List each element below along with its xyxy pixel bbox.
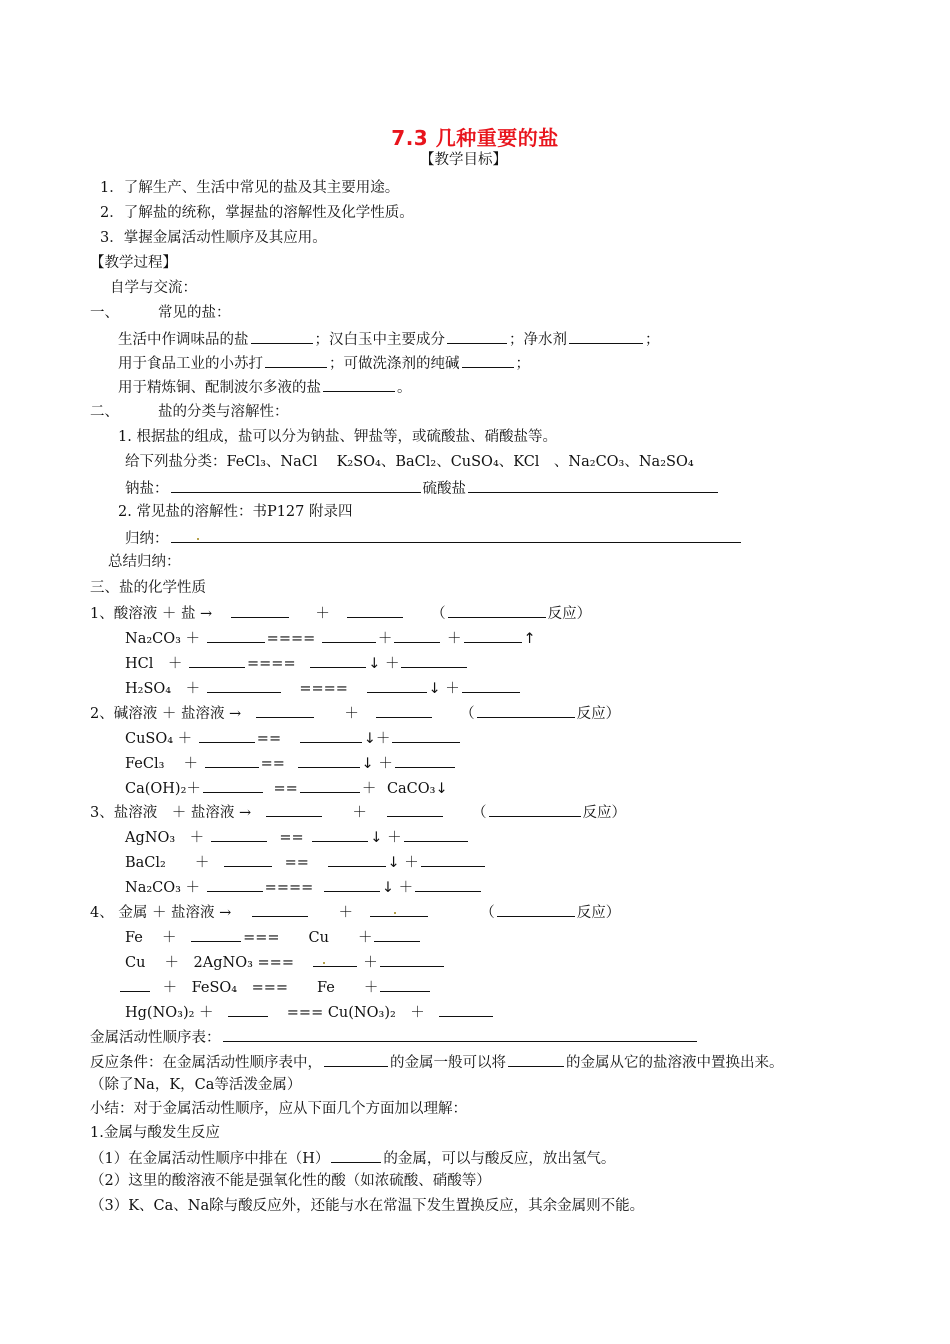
blank[interactable] <box>313 951 357 967</box>
reaction-1-line: 1、酸溶液 ＋ 盐 → ＋ （ 反应） <box>90 602 591 624</box>
text: ；净水剂 <box>509 332 567 348</box>
text: ==== <box>299 681 348 697</box>
blank[interactable] <box>207 627 265 643</box>
text: ； <box>645 332 660 348</box>
text: ＋ <box>344 706 359 722</box>
text: ＋ <box>338 905 354 921</box>
down-arrow-icon: ↓ <box>387 855 400 871</box>
reaction-2-eq-3 <box>125 777 448 799</box>
text: ==== <box>266 631 316 647</box>
text: 用于精炼铜、配制波尔多液的盐 <box>118 380 321 396</box>
blank[interactable] <box>205 752 259 768</box>
down-arrow-icon: ↓ <box>428 681 441 697</box>
text: ＋ <box>398 880 414 896</box>
text: 用于食品工业的小苏打 <box>118 356 263 372</box>
blank[interactable] <box>256 702 314 718</box>
text: ＋ <box>352 805 367 821</box>
blank[interactable] <box>207 677 281 693</box>
text: 反应） <box>582 805 627 821</box>
blank[interactable] <box>231 602 289 618</box>
blank[interactable] <box>322 627 376 643</box>
blank[interactable] <box>462 677 520 693</box>
point-1-title: 1.金属与酸发生反应 <box>90 1125 220 1141</box>
point-1-2: （2）这里的酸溶液不能是强氧化性的酸（如浓硫酸、硝酸等） <box>90 1173 491 1189</box>
blank[interactable] <box>312 826 368 842</box>
text: Fe ＋ <box>125 930 177 946</box>
blank[interactable] <box>300 727 362 743</box>
reaction-2-eq-2 <box>125 752 457 774</box>
text: 的金属一般可以将 <box>390 1055 506 1071</box>
reaction-3-eq-1 <box>125 826 470 848</box>
reaction-3-line: 3、盐溶液 ＋ 盐溶液 → ＋ （ 反应） <box>90 801 626 823</box>
blank[interactable] <box>448 602 546 618</box>
blank[interactable] <box>477 702 575 718</box>
text: 反应） <box>576 706 621 722</box>
text: 反应条件：在金属活动性顺序表中， <box>90 1055 322 1071</box>
blank[interactable] <box>421 851 485 867</box>
reaction-1-eq-3 <box>125 677 522 699</box>
blank[interactable] <box>324 876 380 892</box>
blank[interactable] <box>223 1026 697 1042</box>
text: CaCO₃ <box>386 781 436 797</box>
text: 钠盐： <box>125 481 169 497</box>
text: 3、盐溶液 ＋ 盐溶液 → <box>90 805 252 821</box>
reaction-4-eq-3 <box>118 976 432 998</box>
section-2-number: 二、 <box>90 404 119 420</box>
blank[interactable] <box>447 328 507 344</box>
summary-line: 小结：对于金属活动性顺序，应从下面几个方面加以理解： <box>90 1101 467 1117</box>
blank[interactable] <box>171 477 421 493</box>
text: ；汉白玉中主要成分 <box>314 332 445 348</box>
blank[interactable] <box>191 926 241 942</box>
blank[interactable] <box>401 652 467 668</box>
reaction-4-eq-2 <box>125 951 446 973</box>
text: ＋ <box>384 656 400 672</box>
text: ＋ <box>404 855 419 871</box>
point-1-3: （3）K、Ca、Na除与酸反应外，还能与水在常温下发生置换反应，其余金属则不能。 <box>90 1198 645 1214</box>
text: Ca(OH)₂＋ <box>125 781 201 797</box>
text: Na₂CO₃ ＋ <box>125 880 201 896</box>
text: 2、碱溶液 ＋ 盐溶液 → <box>90 706 242 722</box>
reaction-4-line: 4、 金属 ＋ 盐溶液 → ＋ （ 反应） <box>90 901 620 923</box>
text: Hg(NO₃)₂ ＋ <box>125 1005 214 1021</box>
blank[interactable] <box>415 876 481 892</box>
text: （1）在金属活动性顺序中排在（H） <box>90 1151 330 1167</box>
text: === Cu(NO₃)₂ ＋ <box>286 1005 425 1021</box>
reaction-4-eq-4 <box>125 1001 495 1023</box>
section-2-sodium-line <box>125 477 720 499</box>
blank[interactable] <box>464 627 522 643</box>
text: == <box>256 731 282 747</box>
blank[interactable] <box>404 826 468 842</box>
activity-table-line <box>90 1026 699 1048</box>
blank[interactable] <box>468 477 718 493</box>
blank[interactable] <box>310 652 366 668</box>
text: ＋ FeSO₄ === Fe ＋ <box>162 980 379 996</box>
point-1-1 <box>90 1147 615 1169</box>
blank[interactable] <box>203 777 263 793</box>
blank[interactable] <box>508 1051 564 1067</box>
text: == <box>284 855 309 871</box>
blank[interactable] <box>211 826 267 842</box>
reaction-1-eq-2 <box>125 652 469 674</box>
text: ＋ <box>445 681 460 697</box>
text: ==== <box>247 656 296 672</box>
blank[interactable] <box>324 1051 388 1067</box>
blank[interactable] <box>120 976 150 992</box>
self-study-label: 自学与交流： <box>110 280 197 296</box>
blank[interactable] <box>207 876 263 892</box>
page-title: 7.3 几种重要的盐 <box>391 126 559 150</box>
reaction-4-eq-1 <box>125 926 422 948</box>
section-1-line-2 <box>118 352 530 374</box>
process-header: 【教学过程】 <box>90 255 177 271</box>
text: ==== <box>264 880 314 896</box>
text: ＋ <box>447 631 462 647</box>
blank[interactable] <box>171 527 741 543</box>
text: == <box>279 830 304 846</box>
blank[interactable] <box>199 727 255 743</box>
text: H₂SO₄ ＋ <box>125 681 201 697</box>
blank[interactable] <box>497 901 575 917</box>
blank[interactable] <box>266 801 322 817</box>
reaction-3-eq-2 <box>125 851 487 873</box>
text: == <box>260 756 285 772</box>
text: ＋ <box>378 756 393 772</box>
blank[interactable] <box>323 376 395 392</box>
text: 4、 金属 ＋ 盐溶液 → <box>90 905 232 921</box>
text: HCl ＋ <box>125 656 183 672</box>
text: ＋ <box>375 731 391 747</box>
blank[interactable] <box>439 1001 493 1017</box>
text: AgNO₃ ＋ <box>125 830 205 846</box>
text: 反应） <box>547 606 592 622</box>
section-2-induce-line <box>125 527 743 549</box>
text: ＋ <box>387 830 402 846</box>
section-2-p2: 给下列盐分类：FeCl₃、NaCl K₂SO₄、BaCl₂、CuSO₄、KCl 、Na₂CO₃、Na₂SO₄ <box>125 454 694 470</box>
blank[interactable] <box>328 851 386 867</box>
dot-mark <box>394 912 396 914</box>
section-2-p3: 2. 常见盐的溶解性：书P127 附录四 <box>118 504 353 520</box>
text: 1、酸溶液 ＋ 盐 → <box>90 606 213 622</box>
text: ＋ <box>363 955 378 971</box>
blank[interactable] <box>331 1147 381 1163</box>
text: 的金属从它的盐溶液中置换出来。 <box>566 1055 784 1071</box>
section-3-title: 三、盐的化学性质 <box>90 580 206 596</box>
section-1-line-3 <box>118 376 412 398</box>
blank[interactable] <box>380 951 444 967</box>
objective-3: 3．掌握金属活动性顺序及其应用。 <box>100 230 327 246</box>
blank[interactable] <box>462 352 514 368</box>
exception-note: （除了Na，K，Ca等活泼金属） <box>90 1077 302 1093</box>
text: ＋ <box>377 631 393 647</box>
up-arrow-icon: ↑ <box>523 631 536 647</box>
text: == <box>273 781 298 797</box>
blank[interactable] <box>300 777 360 793</box>
reaction-2-line: 2、碱溶液 ＋ 盐溶液 → ＋ （ 反应） <box>90 702 620 724</box>
text: 金属活动性顺序表： <box>90 1030 221 1046</box>
text: ＋ <box>315 606 330 622</box>
down-arrow-icon: ↓ <box>435 781 448 797</box>
blank[interactable] <box>370 901 428 917</box>
reaction-2-eq-1 <box>125 727 462 749</box>
text: CuSO₄ ＋ <box>125 731 193 747</box>
reaction-condition-line <box>90 1051 784 1073</box>
blank[interactable] <box>394 627 440 643</box>
text: ＋ <box>361 781 377 797</box>
blank[interactable] <box>228 1001 268 1017</box>
blank[interactable] <box>251 328 313 344</box>
text: 。 <box>397 380 412 396</box>
down-arrow-icon: ↓ <box>370 830 383 846</box>
reaction-1-eq-1 <box>125 627 536 649</box>
text: 归纳： <box>125 531 169 547</box>
text: BaCl₂ ＋ <box>125 855 210 871</box>
blank[interactable] <box>374 926 420 942</box>
text: FeCl₃ ＋ <box>125 756 199 772</box>
text: === Cu ＋ <box>243 930 373 946</box>
section-2-title: 盐的分类与溶解性： <box>158 404 289 420</box>
objective-2: 2．了解盐的统称，掌握盐的溶解性及化学性质。 <box>100 205 414 221</box>
text: 反应） <box>576 905 621 921</box>
objective-1: 1．了解生产、生活中常见的盐及其主要用途。 <box>100 180 400 196</box>
blank[interactable] <box>265 352 327 368</box>
blank[interactable] <box>347 602 403 618</box>
dot-mark <box>197 538 199 540</box>
section-1-line-1 <box>118 328 660 350</box>
blank[interactable] <box>376 702 432 718</box>
blank[interactable] <box>224 851 272 867</box>
text: Cu ＋ 2AgNO₃ === <box>125 955 294 971</box>
section-1-title: 常见的盐： <box>158 305 231 321</box>
blank[interactable] <box>392 727 460 743</box>
blank[interactable] <box>252 901 308 917</box>
text: 生活中作调味品的盐 <box>118 332 249 348</box>
blank[interactable] <box>380 976 430 992</box>
blank[interactable] <box>189 652 245 668</box>
text: Na₂CO₃ ＋ <box>125 631 201 647</box>
dot-mark <box>323 962 325 964</box>
down-arrow-icon: ↓ <box>361 756 374 772</box>
blank[interactable] <box>367 677 427 693</box>
text: 硫酸盐 <box>422 481 466 497</box>
section-1-number: 一、 <box>90 305 119 321</box>
down-arrow-icon: ↓ <box>368 656 381 672</box>
blank[interactable] <box>489 801 581 817</box>
blank[interactable] <box>395 752 455 768</box>
text: ； <box>515 356 530 372</box>
section-2-p1: 1. 根据盐的组成，盐可以分为钠盐、钾盐等，或硫酸盐、硝酸盐等。 <box>118 429 557 445</box>
down-arrow-icon: ↓ <box>381 880 395 896</box>
blank[interactable] <box>387 801 443 817</box>
section-2-summary: 总结归纳： <box>108 554 181 570</box>
text: ；可做洗涤剂的纯碱 <box>329 356 460 372</box>
text: 的金属，可以与酸反应，放出氢气。 <box>383 1151 616 1167</box>
blank[interactable] <box>298 752 360 768</box>
blank[interactable] <box>569 328 643 344</box>
reaction-3-eq-3 <box>125 876 483 898</box>
down-arrow-icon: ↓ <box>363 731 376 747</box>
objectives-header: 【教学目标】 <box>420 152 507 168</box>
